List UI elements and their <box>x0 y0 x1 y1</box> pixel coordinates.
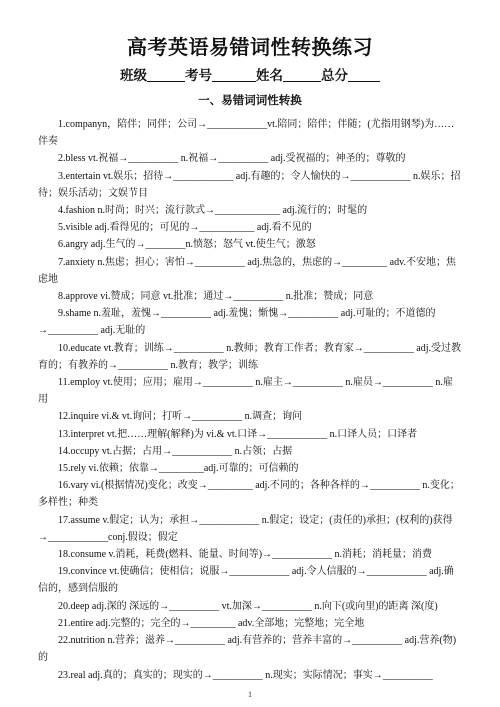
exercise-item: 22.nutrition n.营养；滋养→__________ adj.有营养的；营养丰富的→__________ adj.营养(物)的 <box>38 635 457 664</box>
name-blank <box>283 67 321 82</box>
student-info-line <box>0 67 500 85</box>
class-blank <box>147 67 185 82</box>
exercise-item: 4.fashion n.时尚；时兴；流行款式→_____________ adj.流行的；时髦的 <box>58 205 368 217</box>
exercise-item: 15.rely vi.依赖；依靠→_________adj.可靠的；可信赖的 <box>58 463 299 475</box>
exam-number-blank <box>212 67 256 82</box>
exercise-item: 10.educate vt.教育；训练→__________ n.教师；教育工作者；教育家→__________ adj.受过教育的；有教养的→__________ n.教育；教学；训练 <box>38 342 462 371</box>
exercise-item: 9.shame n.羞耻，羞愧→__________ adj.羞愧；惭愧→__________ adj.可耻的；不道德的→__________ adj.无耻的 <box>38 308 436 337</box>
score-blank <box>348 67 380 82</box>
exercise-item: 23.real adj.真的；真实的；现实的→__________ n.现实；实际情况；事实→__________ <box>58 669 433 681</box>
exercise-item: 8.approve vi.赞成；同意 vt.批准；通过→__________ n.批准；赞成；同意 <box>58 291 374 303</box>
exercise-item: 20.deep adj.深的 深远的→__________ vt.加深→__________ n.向下(或向里)的距离 深(度) <box>58 600 438 612</box>
exercise-list <box>38 116 462 684</box>
exercise-item: 21.entire adj.完整的；完全的→_________ adv.全部地；完整地；完全地 <box>58 617 365 629</box>
exercise-item: 19.convince vt.使确信；使相信；说服→____________ adj.令人信服的→____________ adj.确信的，感到信服的 <box>38 566 454 595</box>
exam-number-label: 考号 <box>185 68 212 83</box>
page-number: 1 <box>248 690 252 699</box>
exercise-item: 6.angry adj.生气的→________n.愤怒；怒气 vt.使生气；激怒 <box>58 239 316 251</box>
name-field <box>256 67 321 85</box>
exercise-item: 17.assume v.假定；认为；承担→____________ n.假定；设定；(责任的)承担；(权利的)获得→____________conj.假设；假定 <box>38 514 453 543</box>
exercise-item: 12.inquire vi.& vt.询问；打听→__________ n.调查；询问 <box>58 411 303 423</box>
exercise-item: 7.anxiety n.焦虑；担心；害怕→__________ adj.焦急的，焦虑的→_________ adv.不安地；焦虑地 <box>38 256 456 285</box>
class-label: 班级 <box>120 68 147 83</box>
exam-number-field <box>185 67 256 85</box>
name-label: 姓名 <box>256 68 283 83</box>
exercise-item: 11.employ vt.使用；应用；雇用→__________ n.雇主→__________ n.雇员→__________ n.雇用 <box>38 377 453 406</box>
exercise-item: 13.interpret vt.把……理解(解释)为 vi.& vt.口译→____________ n.口译人员；口译者 <box>58 428 418 440</box>
exercise-item: 18.consume v.消耗，耗费(燃料、能量、时间等)→____________ n.消耗；消耗量；消费 <box>58 549 433 561</box>
exercise-item: 2.bless vt.祝福→__________ n.祝福→__________ adj.受祝福的；神圣的；尊敬的 <box>58 153 406 165</box>
exercise-item: 5.visible adj.看得见的；可见的→___________ adj.看不见的 <box>58 222 312 234</box>
exercise-item: 14.occupy vt.占据；占用→____________ n.占领；占据 <box>58 445 293 457</box>
exercise-item: 3.entertain vt.娱乐；招待→____________ adj.有趣的；令人愉快的→____________ n.娱乐；招待；娱乐活动；文娱节目 <box>38 170 461 199</box>
exercise-item: 1.companyn，陪伴；同伴；公司→____________vt.陪同；陪伴；伴随；(尤指用钢琴)为……伴奏 <box>38 119 455 148</box>
document-title: 高考英语易错词性转换练习 <box>127 37 373 59</box>
section-title: 一、易错词词性转换 <box>198 95 302 107</box>
score-field <box>321 67 380 85</box>
exercise-item: 16.vary vi.(根据情况)变化；改变→_________ adj.不同的；各种各样的→__________ n.变化；多样性；种类 <box>38 480 460 509</box>
class-field <box>120 67 185 85</box>
score-label: 总分 <box>321 68 348 83</box>
